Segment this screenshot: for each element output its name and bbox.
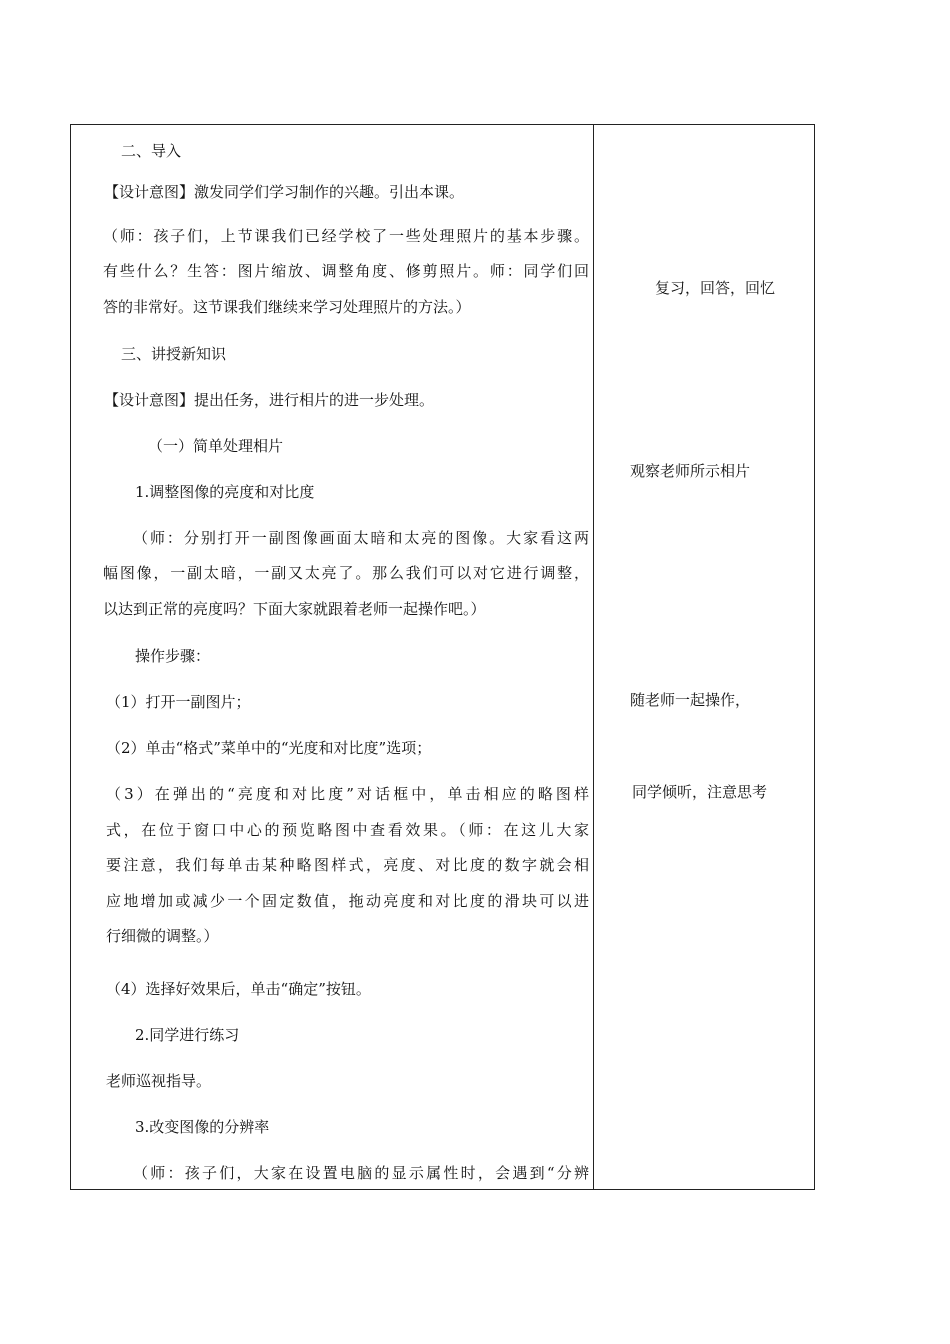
text-line: 应地增加或减少一个固定数值，拖动亮度和对比度的滑块可以进 — [106, 892, 589, 910]
steps-heading: 操作步骤： — [135, 647, 211, 665]
step-item: （2）单击“格式”菜单中的“光度和对比度”选项； — [106, 739, 432, 757]
design-intent: 【设计意图】激发同学们学习制作的兴趣。引出本课。 — [104, 183, 465, 201]
text-line: 式，在位于窗口中心的预览略图中查看效果。（师：在这儿大家 — [106, 821, 589, 839]
design-intent: 【设计意图】提出任务，进行相片的进一步处理。 — [104, 391, 435, 409]
text-line: 有些什么？生答：图片缩放、调整角度、修剪照片。师：同学们回 — [103, 262, 589, 280]
step-item: （4）选择好效果后，单击“确定”按钮。 — [106, 980, 371, 998]
student-note: 随老师一起操作， — [630, 691, 751, 709]
student-note: 复习，回答，回忆 — [655, 279, 776, 297]
subsection-heading: （一）简单处理相片 — [148, 437, 284, 455]
topic-heading: 1.调整图像的亮度和对比度 — [135, 483, 315, 501]
step-item: （3）在弹出的“亮度和对比度”对话框中，单击相应的略图样 — [106, 785, 589, 803]
text-line: 要注意，我们每单击某种略图样式，亮度、对比度的数字就会相 — [106, 856, 589, 874]
topic-heading: 3.改变图像的分辨率 — [135, 1118, 270, 1136]
step-item: （1）打开一副图片； — [106, 693, 251, 711]
topic-heading: 2.同学进行练习 — [135, 1026, 240, 1044]
student-note: 观察老师所示相片 — [630, 462, 751, 480]
text-line: 答的非常好。这节课我们继续来学习处理照片的方法。） — [103, 298, 471, 316]
text-line: 以达到正常的亮度吗？下面大家就跟着老师一起操作吧。） — [103, 600, 486, 618]
student-note: 同学倾听，注意思考 — [632, 783, 768, 801]
text-line: 老师巡视指导。 — [106, 1072, 212, 1090]
lesson-table — [70, 124, 815, 1190]
text-line: （师：孩子们，上节课我们已经学校了一些处理照片的基本步骤。 — [103, 227, 589, 245]
section-heading-intro: 二、导入 — [121, 142, 182, 160]
text-line: （师：孩子们，大家在设置电脑的显示属性时，会遇到“分辨 — [133, 1164, 589, 1182]
text-line: 行细微的调整。） — [106, 927, 219, 945]
text-line: 幅图像，一副太暗，一副又太亮了。那么我们可以对它进行调整， — [103, 564, 589, 582]
student-activity-column — [594, 125, 816, 1189]
text-line: （师：分别打开一副图像画面太暗和太亮的图像。大家看这两 — [133, 529, 589, 547]
section-heading-new-knowledge: 三、讲授新知识 — [121, 345, 227, 363]
teacher-activity-column — [71, 125, 593, 1189]
